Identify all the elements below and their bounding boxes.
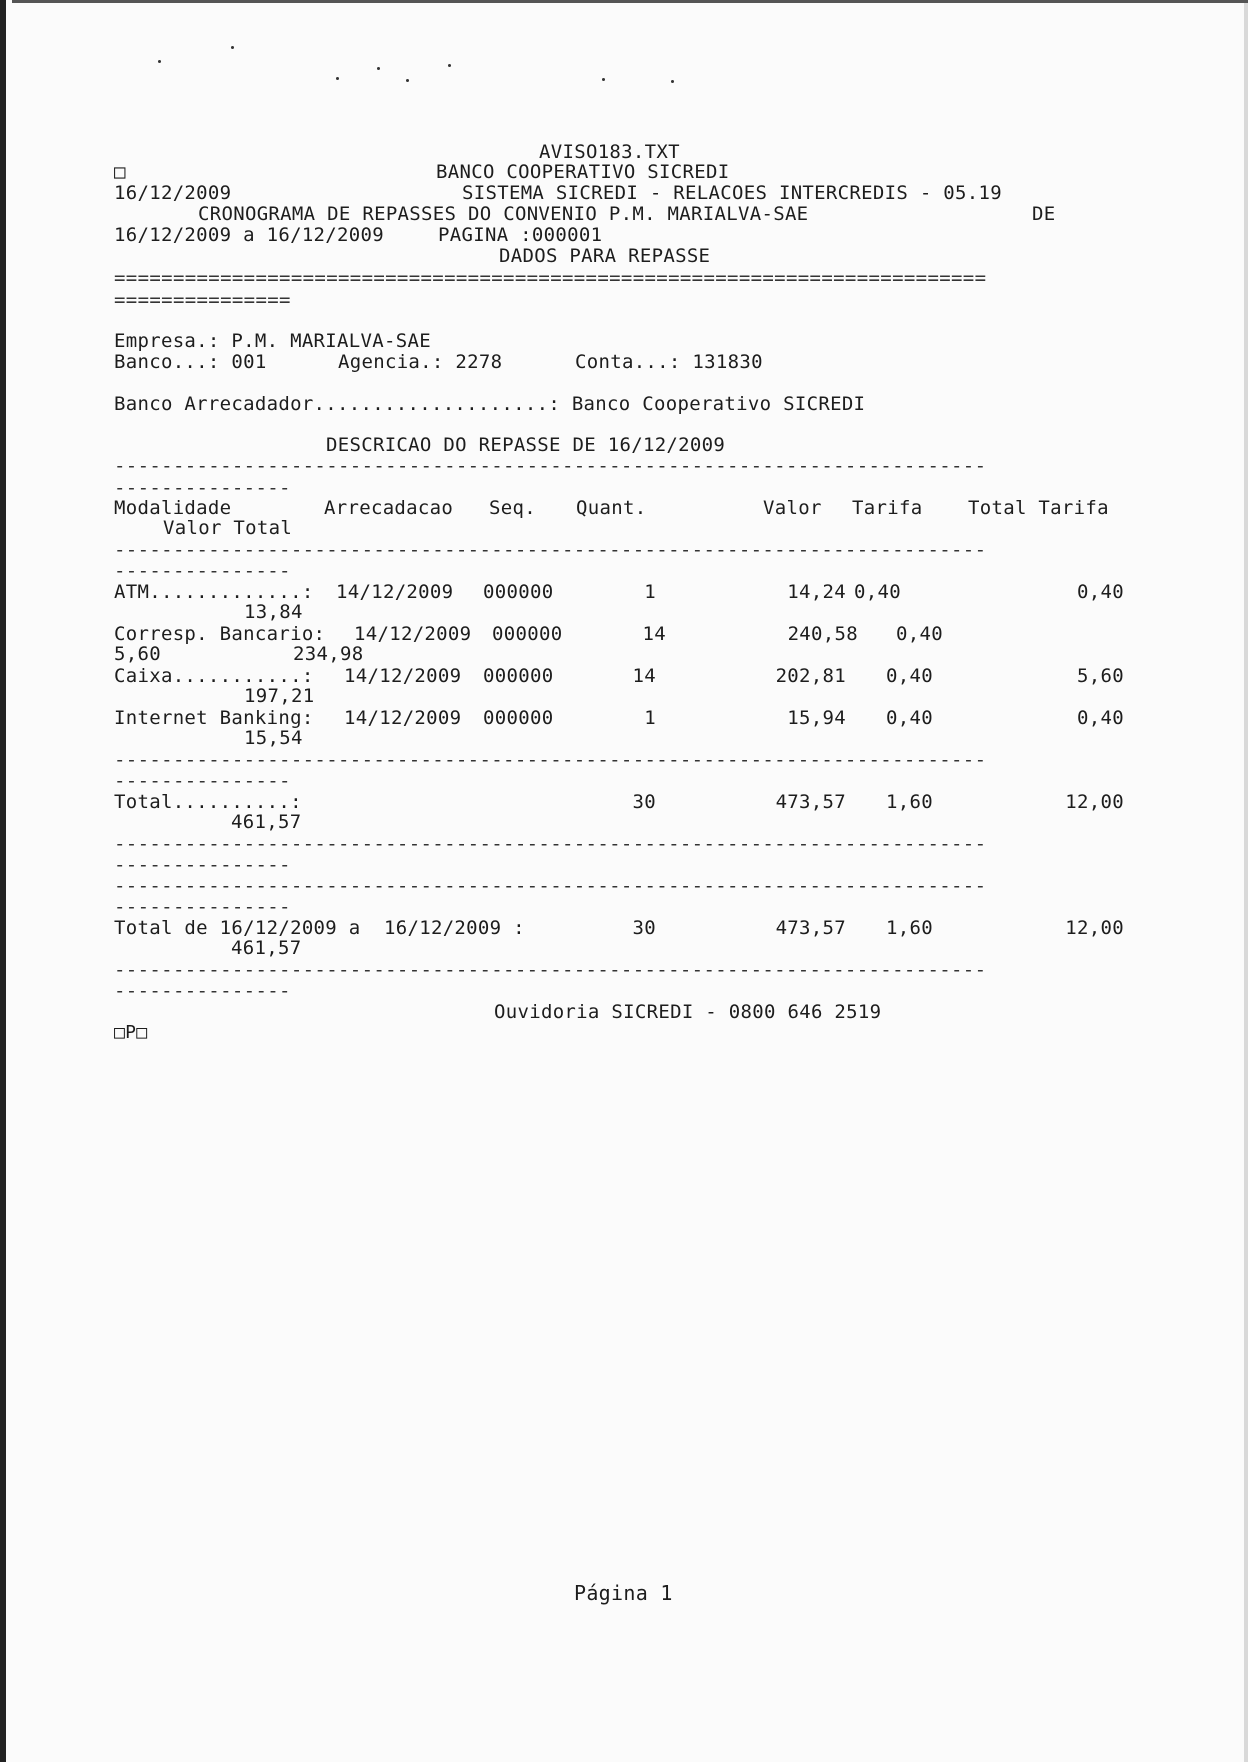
total-valor: 473,57 bbox=[775, 791, 846, 813]
scan-edge-top bbox=[12, 0, 1248, 3]
row-date: 14/12/2009 bbox=[344, 665, 462, 687]
separator-equals: =============== bbox=[114, 289, 291, 311]
row-date: 14/12/2009 bbox=[354, 623, 472, 645]
row-label: Caixa...........: bbox=[114, 665, 314, 687]
separator-dash: -------------------------------------------------------------------------- bbox=[114, 833, 987, 855]
total-total-tarifa: 12,00 bbox=[1065, 791, 1124, 813]
report-date: 16/12/2009 bbox=[114, 182, 232, 204]
ouvidoria-line: Ouvidoria SICREDI - 0800 646 2519 bbox=[494, 1001, 882, 1023]
total-label: Total..........: bbox=[114, 791, 302, 813]
grand-total-tarifa: 1,60 bbox=[886, 917, 933, 939]
grand-total-label: Total de 16/12/2009 a 16/12/2009 : bbox=[114, 917, 525, 939]
separator-equals: ========================================================================== bbox=[114, 267, 987, 289]
separator-dash: -------------------------------------------------------------------------- bbox=[114, 539, 987, 561]
scan-speck bbox=[406, 79, 409, 82]
box-glyph: □ bbox=[114, 161, 126, 183]
scan-speck bbox=[602, 78, 605, 81]
separator-dash: -------------------------------------------------------------------------- bbox=[114, 749, 987, 771]
file-name: AVISO183.TXT bbox=[539, 141, 680, 163]
header-valor: Valor bbox=[763, 497, 822, 519]
header-quant: Quant. bbox=[576, 497, 647, 519]
header-modalidade: Modalidade bbox=[114, 497, 232, 519]
row-valor-total: 15,54 bbox=[244, 727, 303, 749]
scan-speck bbox=[448, 64, 451, 67]
row-tarifa: 0,40 bbox=[886, 707, 933, 729]
scan-speck bbox=[231, 46, 234, 49]
banco-line: Banco...: 001 bbox=[114, 351, 267, 373]
row-seq: 000000 bbox=[483, 581, 554, 603]
separator-dash: --------------- bbox=[114, 770, 291, 792]
page-footer: Página 1 bbox=[574, 1581, 673, 1605]
header-valor-total: Valor Total bbox=[163, 517, 293, 539]
total-quant: 30 bbox=[632, 791, 656, 813]
separator-dash: --------------- bbox=[114, 560, 291, 582]
row-total-tarifa: 0,40 bbox=[1077, 581, 1124, 603]
separator-dash: --------------- bbox=[114, 896, 291, 918]
de-label: DE bbox=[1032, 203, 1056, 225]
total-valor-total: 461,57 bbox=[231, 811, 302, 833]
row-valor: 202,81 bbox=[775, 665, 846, 687]
scan-speck bbox=[336, 77, 339, 80]
header-seq: Seq. bbox=[489, 497, 536, 519]
scan-speck bbox=[671, 80, 674, 83]
row-quant: 1 bbox=[644, 581, 656, 603]
cronograma-title: CRONOGRAMA DE REPASSES DO CONVENIO P.M. MARIALVA-SAE bbox=[198, 203, 809, 225]
row-valor: 15,94 bbox=[787, 707, 846, 729]
empresa-line: Empresa.: P.M. MARIALVA-SAE bbox=[114, 330, 431, 352]
row-label: ATM.............: bbox=[114, 581, 314, 603]
system-line: SISTEMA SICREDI - RELACOES INTERCREDIS - 05.19 bbox=[462, 182, 1002, 204]
row-tarifa: 0,40 bbox=[886, 665, 933, 687]
row-quant: 14 bbox=[642, 623, 666, 645]
row-seq: 000000 bbox=[483, 707, 554, 729]
total-tarifa: 1,60 bbox=[886, 791, 933, 813]
row-date: 14/12/2009 bbox=[344, 707, 462, 729]
grand-total-total-tarifa: 12,00 bbox=[1065, 917, 1124, 939]
row-label: Corresp. Bancario: bbox=[114, 623, 326, 645]
page-marker: □P□ bbox=[114, 1022, 148, 1043]
row-valor: 14,24 bbox=[787, 581, 846, 603]
row-tarifa: 0,40 bbox=[896, 623, 943, 645]
separator-dash: --------------- bbox=[114, 477, 291, 499]
row-quant: 1 bbox=[644, 707, 656, 729]
row-label: Internet Banking: bbox=[114, 707, 314, 729]
row-valor-total: 13,84 bbox=[244, 601, 303, 623]
separator-dash: -------------------------------------------------------------------------- bbox=[114, 959, 987, 981]
row-valor: 240,58 bbox=[787, 623, 858, 645]
section-subtitle: DADOS PARA REPASSE bbox=[499, 245, 711, 267]
bank-name: BANCO COOPERATIVO SICREDI bbox=[436, 161, 730, 183]
scan-speck bbox=[158, 60, 161, 63]
header-tarifa: Tarifa bbox=[852, 497, 923, 519]
row-total-tarifa: 5,60 bbox=[114, 643, 161, 665]
arrecadador-line: Banco Arrecadador....................: Banco Cooperativo SICREDI bbox=[114, 393, 866, 415]
document-page bbox=[6, 0, 1244, 1762]
row-total-tarifa: 5,60 bbox=[1077, 665, 1124, 687]
row-valor-total: 234,98 bbox=[293, 643, 364, 665]
agencia-line: Agencia.: 2278 bbox=[338, 351, 503, 373]
section-title: DESCRICAO DO REPASSE DE 16/12/2009 bbox=[326, 434, 726, 456]
report-period: 16/12/2009 a 16/12/2009 bbox=[114, 224, 384, 246]
row-seq: 000000 bbox=[492, 623, 563, 645]
separator-dash: -------------------------------------------------------------------------- bbox=[114, 455, 987, 477]
row-tarifa: 0,40 bbox=[854, 581, 901, 603]
row-quant: 14 bbox=[632, 665, 656, 687]
scan-speck bbox=[377, 67, 380, 70]
header-total-tarifa: Total Tarifa bbox=[968, 497, 1109, 519]
row-valor-total: 197,21 bbox=[244, 685, 315, 707]
row-total-tarifa: 0,40 bbox=[1077, 707, 1124, 729]
grand-total-quant: 30 bbox=[632, 917, 656, 939]
grand-total-valor-total: 461,57 bbox=[231, 937, 302, 959]
separator-dash: --------------- bbox=[114, 854, 291, 876]
row-seq: 000000 bbox=[483, 665, 554, 687]
row-date: 14/12/2009 bbox=[336, 581, 454, 603]
separator-dash: -------------------------------------------------------------------------- bbox=[114, 875, 987, 897]
conta-line: Conta...: 131830 bbox=[575, 351, 763, 373]
grand-total-valor: 473,57 bbox=[775, 917, 846, 939]
page-number: PAGINA :000001 bbox=[438, 224, 603, 246]
header-arrecadacao: Arrecadacao bbox=[324, 497, 454, 519]
separator-dash: --------------- bbox=[114, 980, 291, 1002]
